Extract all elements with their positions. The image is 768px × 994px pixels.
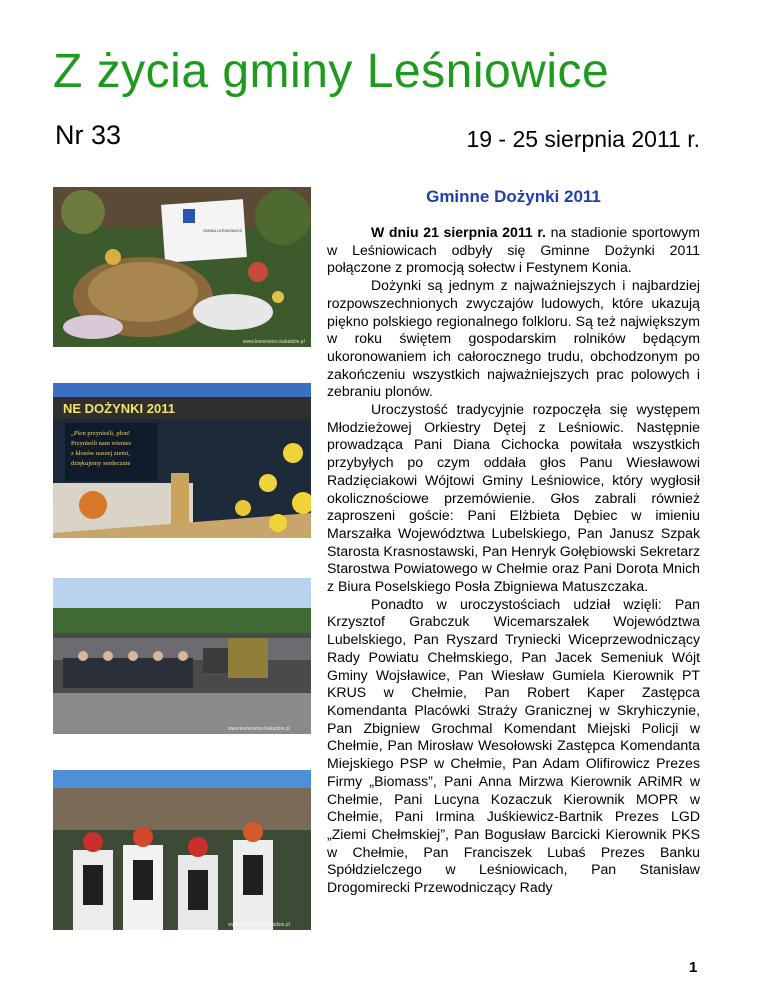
article-paragraph-4: Ponadto w uroczystościach udział wzięli: Pan Krzysztof Grabczuk Wicemarszałek Województwa Lubelskiego, Pan Ryszard Tryniecki Wiceprzewodniczący Rady Powiatu Chełmskiego, Pan Jacek Semeniuk Wójt Gminy Wojsławice, Pan Wiesław Gumiela Kierownik PT KRUS w Chełmie, Pan Robert Kaper Zastępca Komendanta Placówki Straży Granicznej w Skryhiczynie, Pan Zbigniew Grochmal Komendant Miejski Policji w Chełmie, Pan Mirosław Wesołowski Zastępca Komendanta Miejskiego PSP w Chełmie, Pan Adam Olifirowicz Prezes Firmy „Biomass”, Pani Anna Mirzwa Kierownik ARiMR w Chełmie, Pani Lucyna Kozaczuk Kierownik MOPR w Chełmie, Pani Irmina Juśkiewicz-Bartnik Prezes LGD „Ziemi Chełmskiej”, Pan Bogusław Barcicki Kierownik PKS w Chełmie, Pan Franciszek Lubaś Prezes Banku Spółdzielczego w Leśniowicach, Pan Stanisław Drogomirecki Przewodniczący Rady [327,595,700,896]
photo-folk-singers [53,770,311,930]
article-headline: Gminne Dożynki 2011 [426,187,601,206]
page-number: 1 [689,959,698,976]
slogan-line-3: z kłosów naszej ziemi, [71,450,130,457]
issue-dates: 19 - 25 sierpnia 2011 r. [466,126,700,152]
photo-stage [53,383,311,538]
photo-watermark: www.lesniowice.bakadzie.pl [228,726,290,732]
article-paragraph-1 [327,224,700,277]
masthead-title: Z życia gminy Leśniowice [53,45,610,98]
article-paragraph-2: Dożynki są jednym z najważniejszych i najbardziej rozpowszechnionych zwyczajów ludowych, które ukazują piękno polskiego regionalnego folkloru. Są też największym w roku świętem gospodarskim rolników będącym ukoronowaniem ich całorocznego trudu, obchodzonym po zakończeniu wszystkich najważniejszych prac polowych i zebraniu plonów. [327,277,700,400]
article-body [327,224,700,897]
photo-harvest-bread [53,187,311,347]
card-label: GMINA LEŚNIOWICE [203,228,243,233]
slogan-line-2: Przynieśli nam wieniec [71,440,132,447]
article-lead-date: W dniu 21 sierpnia 2011 r. [371,224,546,240]
photo-audience [53,578,311,734]
issue-number: Nr 33 [55,120,122,150]
slogan-line-1: „Plon przynieśli, plon! [71,430,131,437]
stage-banner: NE DOŻYNKI 2011 [63,401,175,416]
article-paragraph-1-text: na stadionie sportowym w Leśniowicach odbyły się Gminne Dożynki 2011 połączone z promocją sołectw i Festynem Konia. [327,224,700,276]
slogan-line-4: dziękujemy serdecznie [71,460,131,467]
article-paragraph-3: Uroczystość tradycyjnie rozpoczęła się występem Młodzieżowej Orkiestry Dętej z Leśniowic. Następnie prowadząca Pani Diana Cichocka powitała wszystkich przybyłych po czym oddała głos Panu Wiesławowi Radzięciakowi Wójtowi Gminy Leśniowice, który wygłosił okolicznościowe przemówienie. Głos zabrali również zaproszeni goście: Pani Elżbieta Dębiec w imieniu Marszałka Województwa Lubelskiego, Pan Janusz Szpak Starosta Krasnostawski, Pan Henryk Gołębiowski Sekretarz Starostwa Powiatowego w Chełmie oraz Pani Dorota Mnich z Biura Poselskiego Posła Zbigniewa Matuszczaka. [327,401,700,595]
photo-watermark: www.lesniowice.bakadzie.pl [243,339,305,345]
photo-watermark: www.lesniowice.bakadzie.pl [228,922,290,928]
